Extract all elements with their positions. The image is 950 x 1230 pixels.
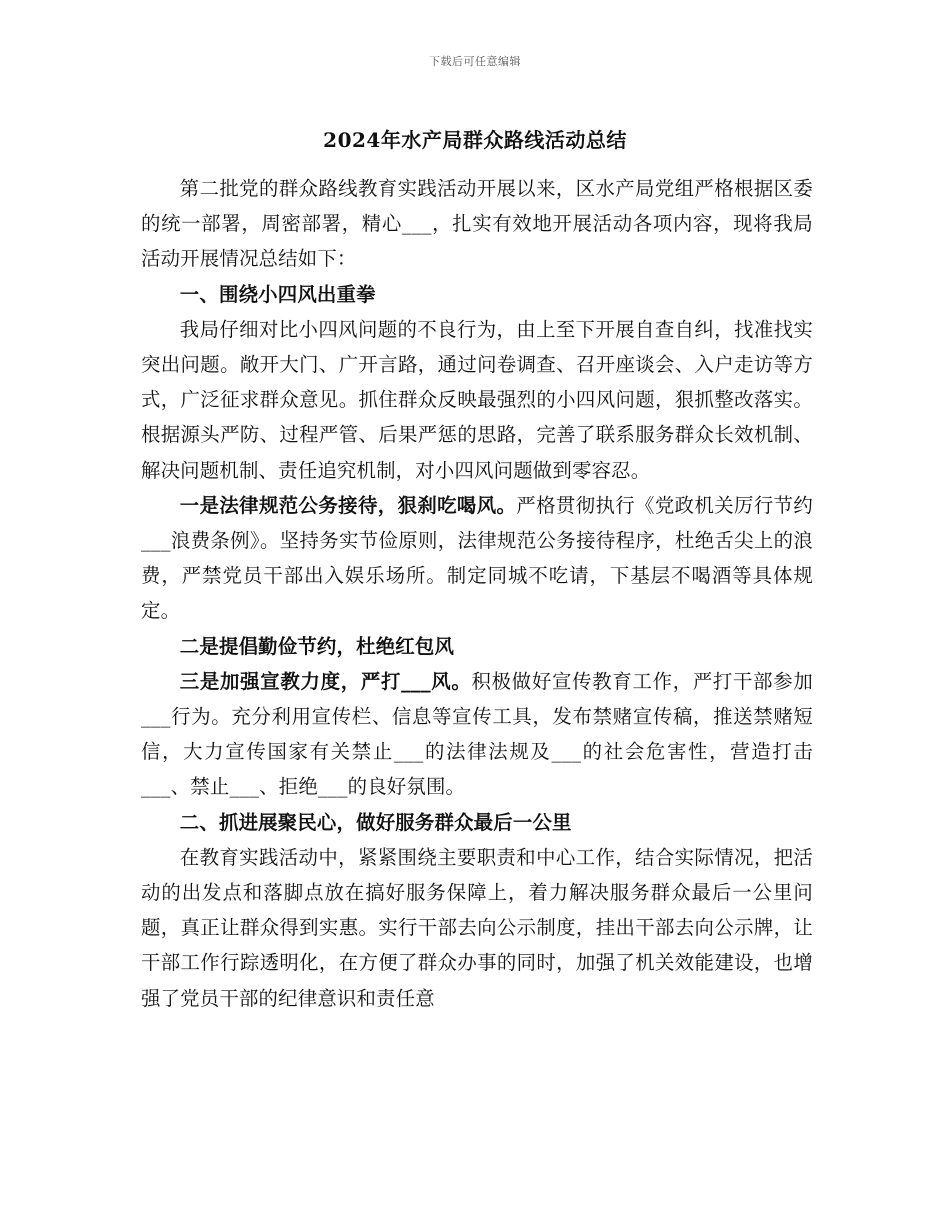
point-lead: 二是提倡勤俭节约，杜绝红包风 <box>179 634 455 658</box>
point-lead: 三是加强宣教力度，严打___风。 <box>179 669 472 693</box>
paragraph-text: 积极做好宣传教育工作，严打干部参加___行为。充分利用宣传栏、信息等宣传工具，发布禁赌宣传稿，推送禁赌短信，大力宣传国家有关禁止___的法律法规及___的社会危害性，营造打击___、禁止___、拒绝___的良好氛围。 <box>141 669 813 799</box>
paragraph-text: 我局仔细对比小四风问题的不良行为，由上至下开展自查自纠，找准找实突出问题。敞开大门、广开言路，通过问卷调查、召开座谈会、入户走访等方式，广泛征求群众意见。抓住群众反映最强烈的小四风问题，狠抓整改落实。根据源头严防、过程严管、后果严惩的思路，完善了联系服务群众长效机制、解决问题机制、责任追究机制，对小四风问题做到零容忍。 <box>141 317 813 482</box>
paragraph-point-1 <box>141 488 813 629</box>
page-header-note: 下载后可任意编辑 <box>429 55 521 68</box>
paragraph-point-3 <box>141 664 813 805</box>
paragraph-text: 第二批党的群众路线教育实践活动开展以来，区水产局党组严格根据区委的统一部署，周密部署，精心___，扎实有效地开展活动各项内容，现将我局活动开展情况总结如下： <box>141 177 813 271</box>
paragraph-text: 严格贯彻执行《党政机关厉行节约___浪费条例》。坚持务实节俭原则，法律规范公务接待程序，杜绝舌尖上的浪费，严禁党员干部出入娱乐场所。制定同城不吃请，下基层不喝酒等具体规定。 <box>141 493 813 623</box>
section-heading-text: 二、抓进展聚民心，做好服务群众最后一公里 <box>179 810 572 834</box>
section-heading-text: 一、围绕小四风出重拳 <box>179 282 376 306</box>
document-body <box>141 171 813 1016</box>
paragraph-point-2 <box>141 629 813 664</box>
paragraph-intro <box>141 171 813 277</box>
paragraph-section-2 <box>141 840 813 1016</box>
section-heading-2 <box>141 805 813 840</box>
point-lead: 一是法律规范公务接待，狠刹吃喝风。 <box>179 493 517 517</box>
paragraph-section-1 <box>141 312 813 488</box>
document-title: 2024年水产局群众路线活动总结 <box>323 128 627 152</box>
section-heading-1 <box>141 277 813 312</box>
paragraph-text: 在教育实践活动中，紧紧围绕主要职责和中心工作，结合实际情况，把活动的出发点和落脚点放在搞好服务保障上，着力解决服务群众最后一公里问题，真正让群众得到实惠。实行干部去向公示制度，挂出干部去向公示牌，让干部工作行踪透明化，在方便了群众办事的同时，加强了机关效能建设，也增强了党员干部的纪律意识和责任意 <box>141 845 813 1010</box>
